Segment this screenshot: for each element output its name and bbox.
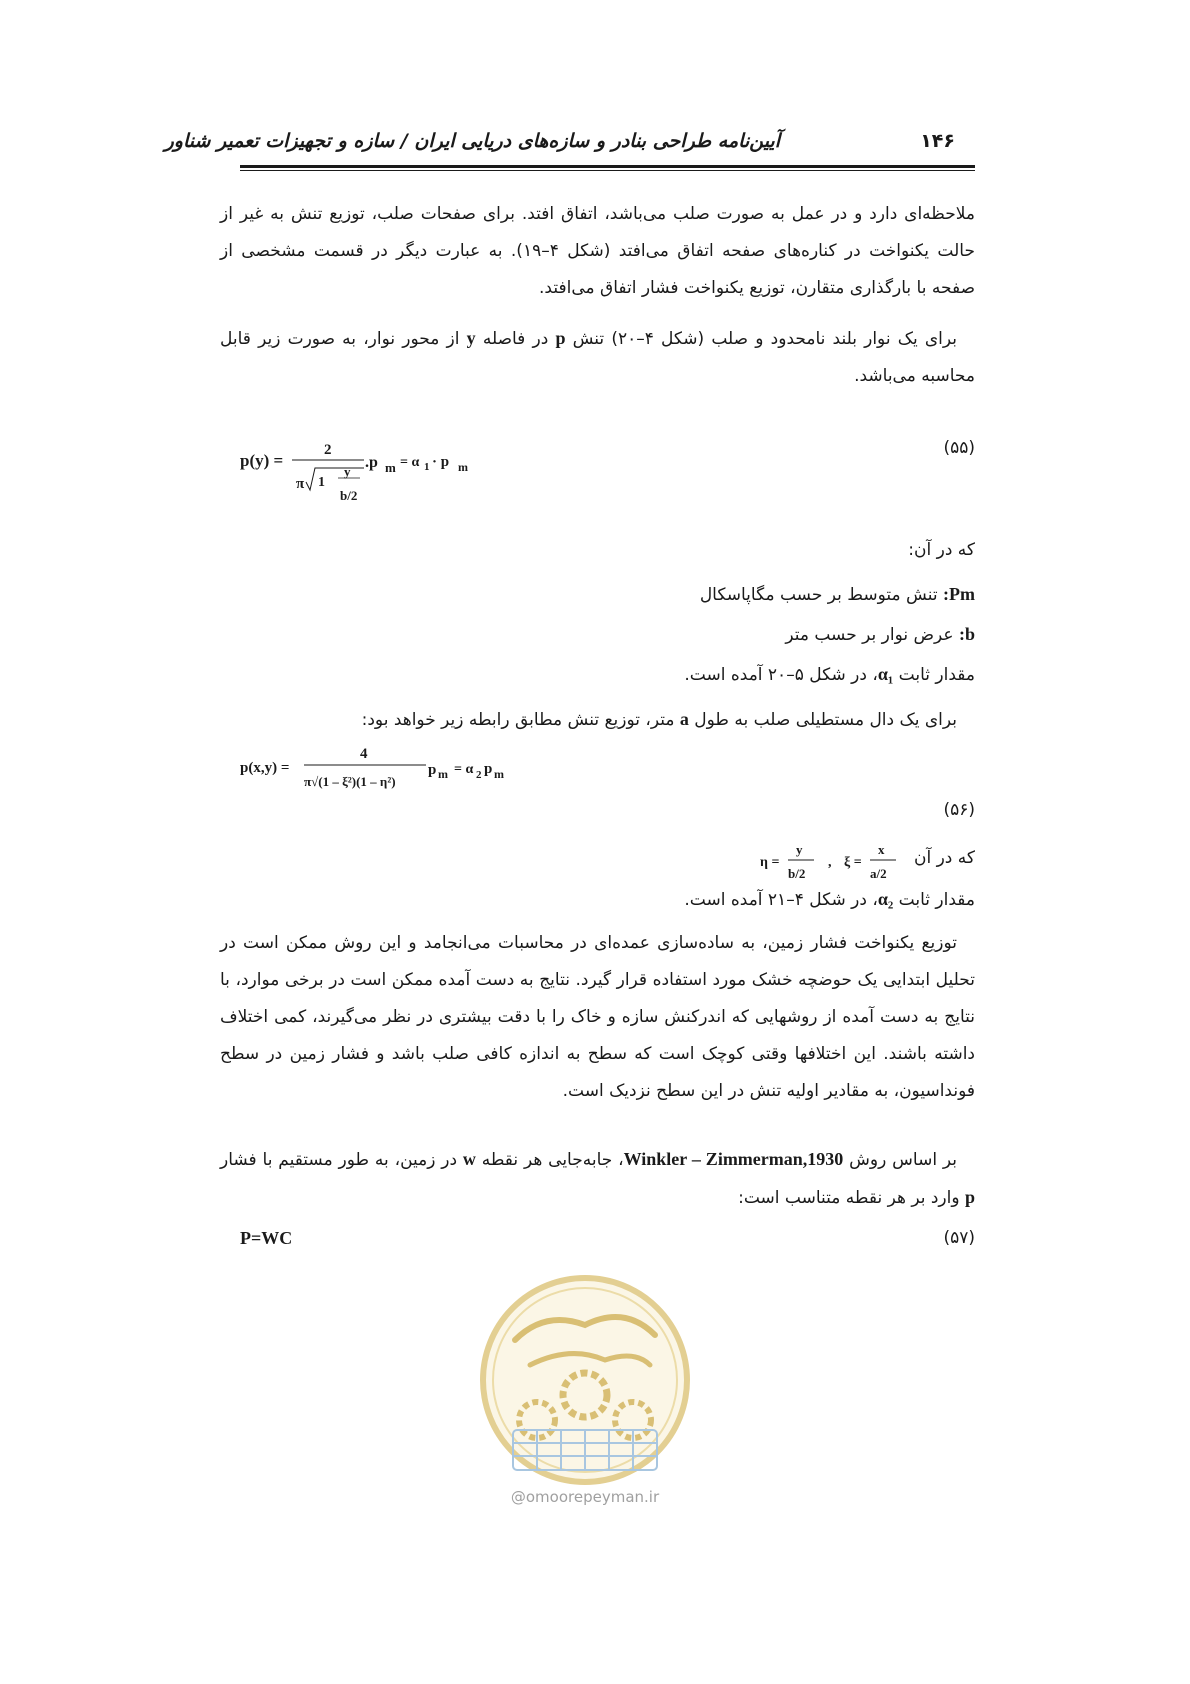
svg-text:π√(1 – ξ²)(1 – η²): π√(1 – ξ²)(1 – η²)	[304, 774, 396, 789]
watermark-logo	[475, 1270, 695, 1490]
equation-number-57: (۵۷)	[943, 1228, 975, 1248]
svg-text:m: m	[438, 767, 448, 781]
svg-text:= α: = α	[400, 455, 420, 470]
header-rule-thin	[240, 170, 975, 171]
svg-text:η =: η =	[760, 855, 780, 870]
definition-b: b: عرض نوار بر حسب متر	[785, 624, 975, 645]
svg-text:1: 1	[424, 461, 430, 473]
header-rule-thick	[240, 165, 975, 168]
equation-number-55: (۵۵)	[943, 438, 975, 458]
equation-56	[240, 740, 540, 805]
definition-alpha2: مقدار ثابت α₂، در شکل ۴–۲۱ آمده است.	[684, 889, 975, 910]
svg-text:m: m	[385, 460, 396, 475]
svg-text:π: π	[296, 476, 305, 492]
svg-text:= α: = α	[454, 762, 474, 777]
paragraph-4: بر اساس روش Winkler – Zimmerman,1930، جابه‌جایی هر نقطه w در زمین، به طور مستقیم با فشار p وارد بر هر نقطه متناسب است:	[220, 1149, 975, 1208]
svg-text:x: x	[878, 842, 885, 857]
svg-text:ξ =: ξ =	[844, 855, 862, 870]
equation-number-56: (۵۶)	[943, 800, 975, 820]
equation-55	[240, 438, 500, 513]
svg-text:2: 2	[324, 442, 332, 458]
svg-text:y: y	[796, 842, 803, 857]
svg-text:m: m	[494, 767, 504, 781]
svg-text:2: 2	[476, 769, 482, 781]
watermark-website: @omoorepeyman.ir	[510, 1488, 660, 1506]
svg-text:p(y) =: p(y) =	[240, 451, 284, 470]
svg-text:p: p	[428, 762, 437, 778]
paragraph-3: توزیع یکنواخت فشار زمین، به ساده‌سازی عمده‌ای در محاسبات می‌انجامد و این روش ممکن است در تحلیل ابتدایی یک حوضچه خشک مورد استفاده قرار گیرد. نتایج به دست آمده ممکن است در برخی موارد، با نتایج به دست آمده از روشهایی که اندرکنش سازه و خاک را با دقت بیشتری در نظر می‌گیرند، کمی اختلاف داشته باشند. این اختلافها وقتی کوچک است که سطح به اندازه کافی صلب باشد و فشار زمین در سطح فونداسیون، به مقادیر اولیه تنش در این سطح نزدیک است.	[220, 933, 975, 1101]
svg-text:p(x,y) =: p(x,y) =	[240, 760, 290, 776]
svg-text:b/2: b/2	[340, 488, 358, 503]
equation-57: P=WC	[240, 1228, 293, 1248]
svg-text:p: p	[484, 761, 493, 777]
paragraph-1: ملاحظه‌ای دارد و در عمل به صورت صلب می‌باشد، اتفاق افتد. برای صفحات صلب، توزیع تنش به غیر از حالت یکنواخت در کناره‌های صفحه اتفاق می‌افتد (شکل ۴–۱۹). به عبارت دیگر در قسمت مشخصی از صفحه با بارگذاری متقارن، توزیع یکنواخت فشار اتفاق می‌افتد.	[220, 204, 975, 298]
svg-text:m: m	[458, 460, 468, 474]
svg-text:.p: .p	[365, 454, 378, 471]
svg-text:a/2: a/2	[870, 866, 887, 881]
page-number: ۱۴۶	[920, 130, 955, 152]
definition-pm: Pm: تنش متوسط بر حسب مگاپاسکال	[699, 584, 975, 605]
svg-text:b/2: b/2	[788, 866, 806, 881]
paragraph-2: برای یک نوار بلند نامحدود و صلب (شکل ۴–۲۰) تنش p در فاصله y از محور نوار، به صورت زیر قابل محاسبه می‌باشد.	[220, 328, 975, 386]
svg-text:,: ,	[828, 855, 832, 870]
where-label-1: که در آن:	[908, 540, 975, 560]
svg-text:· p: · p	[432, 454, 450, 470]
svg-text:1: 1	[318, 475, 325, 490]
svg-text:y: y	[344, 464, 351, 479]
where-label-2: که در آن	[913, 848, 975, 868]
rectangular-slab-intro: برای یک دال مستطیلی صلب به طول a متر، توزیع تنش مطابق رابطه زیر خواهد بود:	[361, 709, 957, 730]
svg-text:4: 4	[360, 746, 368, 762]
definition-alpha1: مقدار ثابت α₁، در شکل ۵–۲۰ آمده است.	[684, 664, 975, 685]
running-header-title: آیین‌نامه طراحی بنادر و سازه‌های دریایی ایران / سازه و تجهیزات تعمیر شناور	[164, 130, 780, 152]
